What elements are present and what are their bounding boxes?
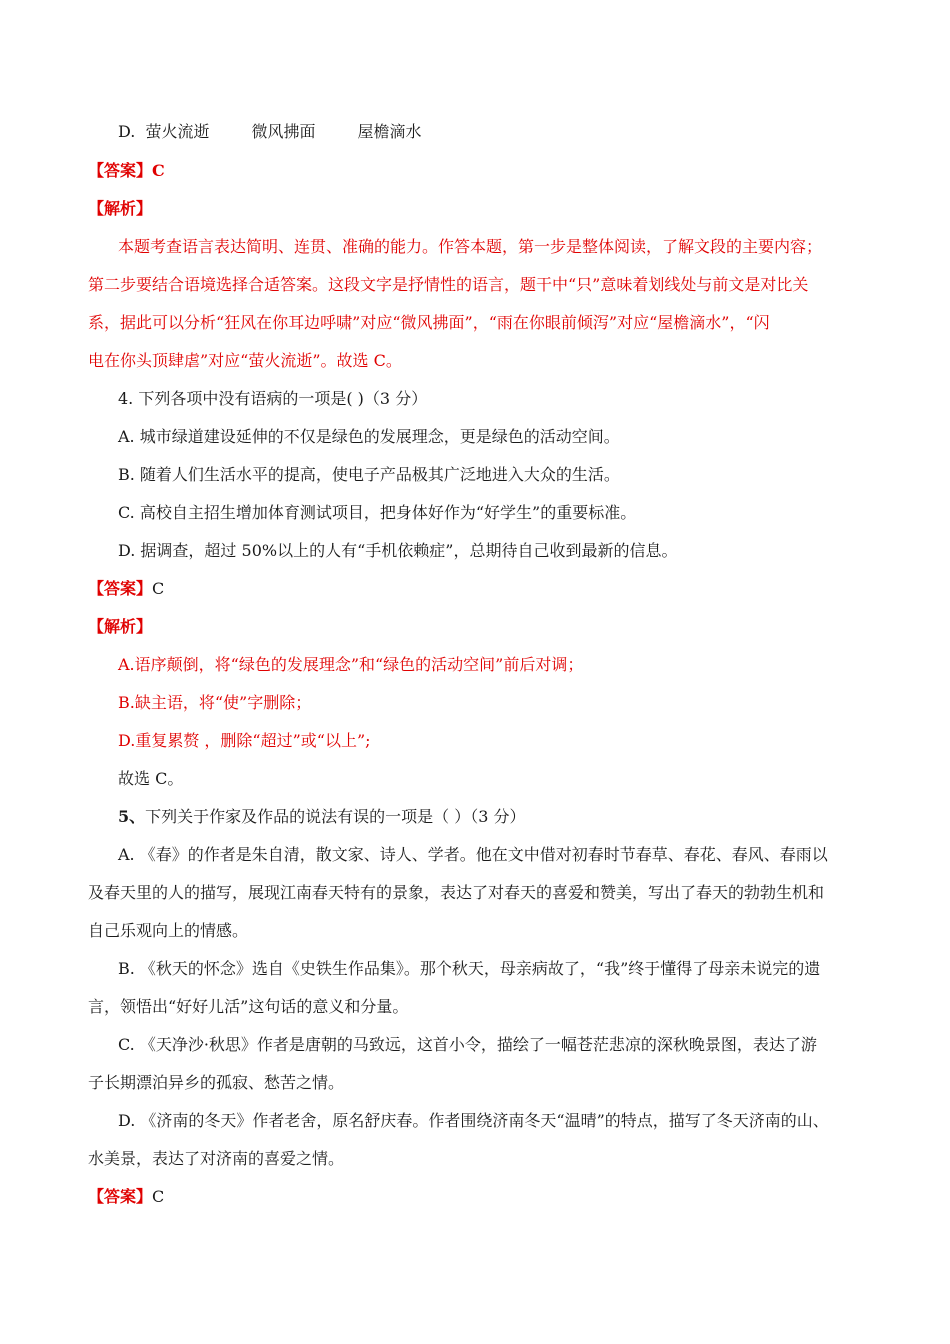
q5-stem-number: 5、 [118, 807, 146, 826]
q5-stem-text: 下列关于作家及作品的说法有误的一项是（ ）（3 分） [145, 807, 526, 826]
q5-option-a-line: 及春天里的人的描写，展现江南春天特有的景象，表达了对春天的喜爱和赞美，写出了春天的勃勃生机和 [88, 883, 825, 902]
q3-analysis-line: 第二步要结合语境选择合适答案。这段文字是抒情性的语言，题干中“只”意味着划线处与前文是对比关 [88, 275, 809, 294]
q5-option-d-line: D. 《济南的冬天》作者老舍，原名舒庆春。作者围绕济南冬天“温晴”的特点，描写了冬天济南的山、 [118, 1111, 829, 1130]
q3-option-d-prefix: D. [118, 122, 136, 141]
q4-analysis-label: 【解析】 [88, 617, 153, 636]
q4-conclusion: 故选 C。 [118, 769, 184, 788]
q3-analysis-line: 本题考查语言表达简明、连贯、准确的能力。作答本题，第一步是整体阅读，了解文段的主要内容； [118, 237, 823, 256]
q4-option-b: B. 随着人们生活水平的提高，使电子产品极其广泛地进入大众的生活。 [118, 465, 620, 484]
answer-label: 【答案】 [88, 161, 153, 180]
q3-answer [88, 160, 165, 182]
answer-label: 【答案】 [88, 579, 153, 598]
answer-label: 【答案】 [88, 1187, 153, 1206]
q3-option-d-item: 屋檐滴水 [357, 122, 422, 141]
q5-answer [88, 1186, 164, 1208]
q5-option-c-line: 子长期漂泊异乡的孤寂、愁苦之情。 [88, 1073, 345, 1092]
q4-option-c: C. 高校自主招生增加体育测试项目，把身体好作为“好学生”的重要标准。 [118, 503, 637, 522]
q5-option-b-line: B. 《秋天的怀念》选自《史铁生作品集》。那个秋天，母亲病故了，“我”终于懂得了母亲未说完的遗 [118, 959, 821, 978]
q5-option-d-line: 水美景，表达了对济南的喜爱之情。 [88, 1149, 345, 1168]
q4-stem: 4. 下列各项中没有语病的一项是( )（3 分） [118, 389, 428, 408]
q3-option-d [118, 121, 422, 143]
q4-analysis-line: B.缺主语，将“使”字删除； [118, 693, 312, 712]
q5-option-a-line: 自己乐观向上的情感。 [88, 921, 249, 940]
q5-stem [118, 806, 526, 828]
q3-analysis-label: 【解析】 [88, 199, 153, 218]
q4-answer [88, 578, 164, 600]
answer-value: C [152, 161, 165, 180]
q4-analysis-line: D.重复累赘 ，删除“超过”或“以上”; [118, 731, 371, 750]
answer-value: C [152, 579, 165, 598]
q5-option-b-line: 言，领悟出“好好儿活”这句话的意义和分量。 [88, 997, 409, 1016]
q3-analysis-line: 系，据此可以分析“狂风在你耳边呼啸”对应“微风拂面”，“雨在你眼前倾泻”对应“屋檐滴水”，“闪 [88, 313, 770, 332]
q3-option-d-item: 萤火流逝 [145, 122, 210, 141]
q5-option-c-line: C. 《天净沙·秋思》作者是唐朝的马致远，这首小令，描绘了一幅苍茫悲凉的深秋晚景图，表达了游 [118, 1035, 817, 1054]
q4-option-a: A. 城市绿道建设延伸的不仅是绿色的发展理念，更是绿色的活动空间。 [118, 427, 620, 446]
q4-option-d: D. 据调查，超过 50%以上的人有“手机依赖症”，总期待自己收到最新的信息。 [118, 541, 678, 560]
q5-option-a-line: A. 《春》的作者是朱自清，散文家、诗人、学者。他在文中借对初春时节春草、春花、春风、春雨以 [118, 845, 828, 864]
q3-option-d-item: 微风拂面 [251, 122, 316, 141]
answer-value: C [152, 1187, 165, 1206]
q3-analysis-line: 电在你头顶肆虐”对应“萤火流逝”。故选 C。 [88, 351, 402, 370]
q4-analysis-line: A.语序颠倒，将“绿色的发展理念”和“绿色的活动空间”前后对调； [118, 655, 584, 674]
